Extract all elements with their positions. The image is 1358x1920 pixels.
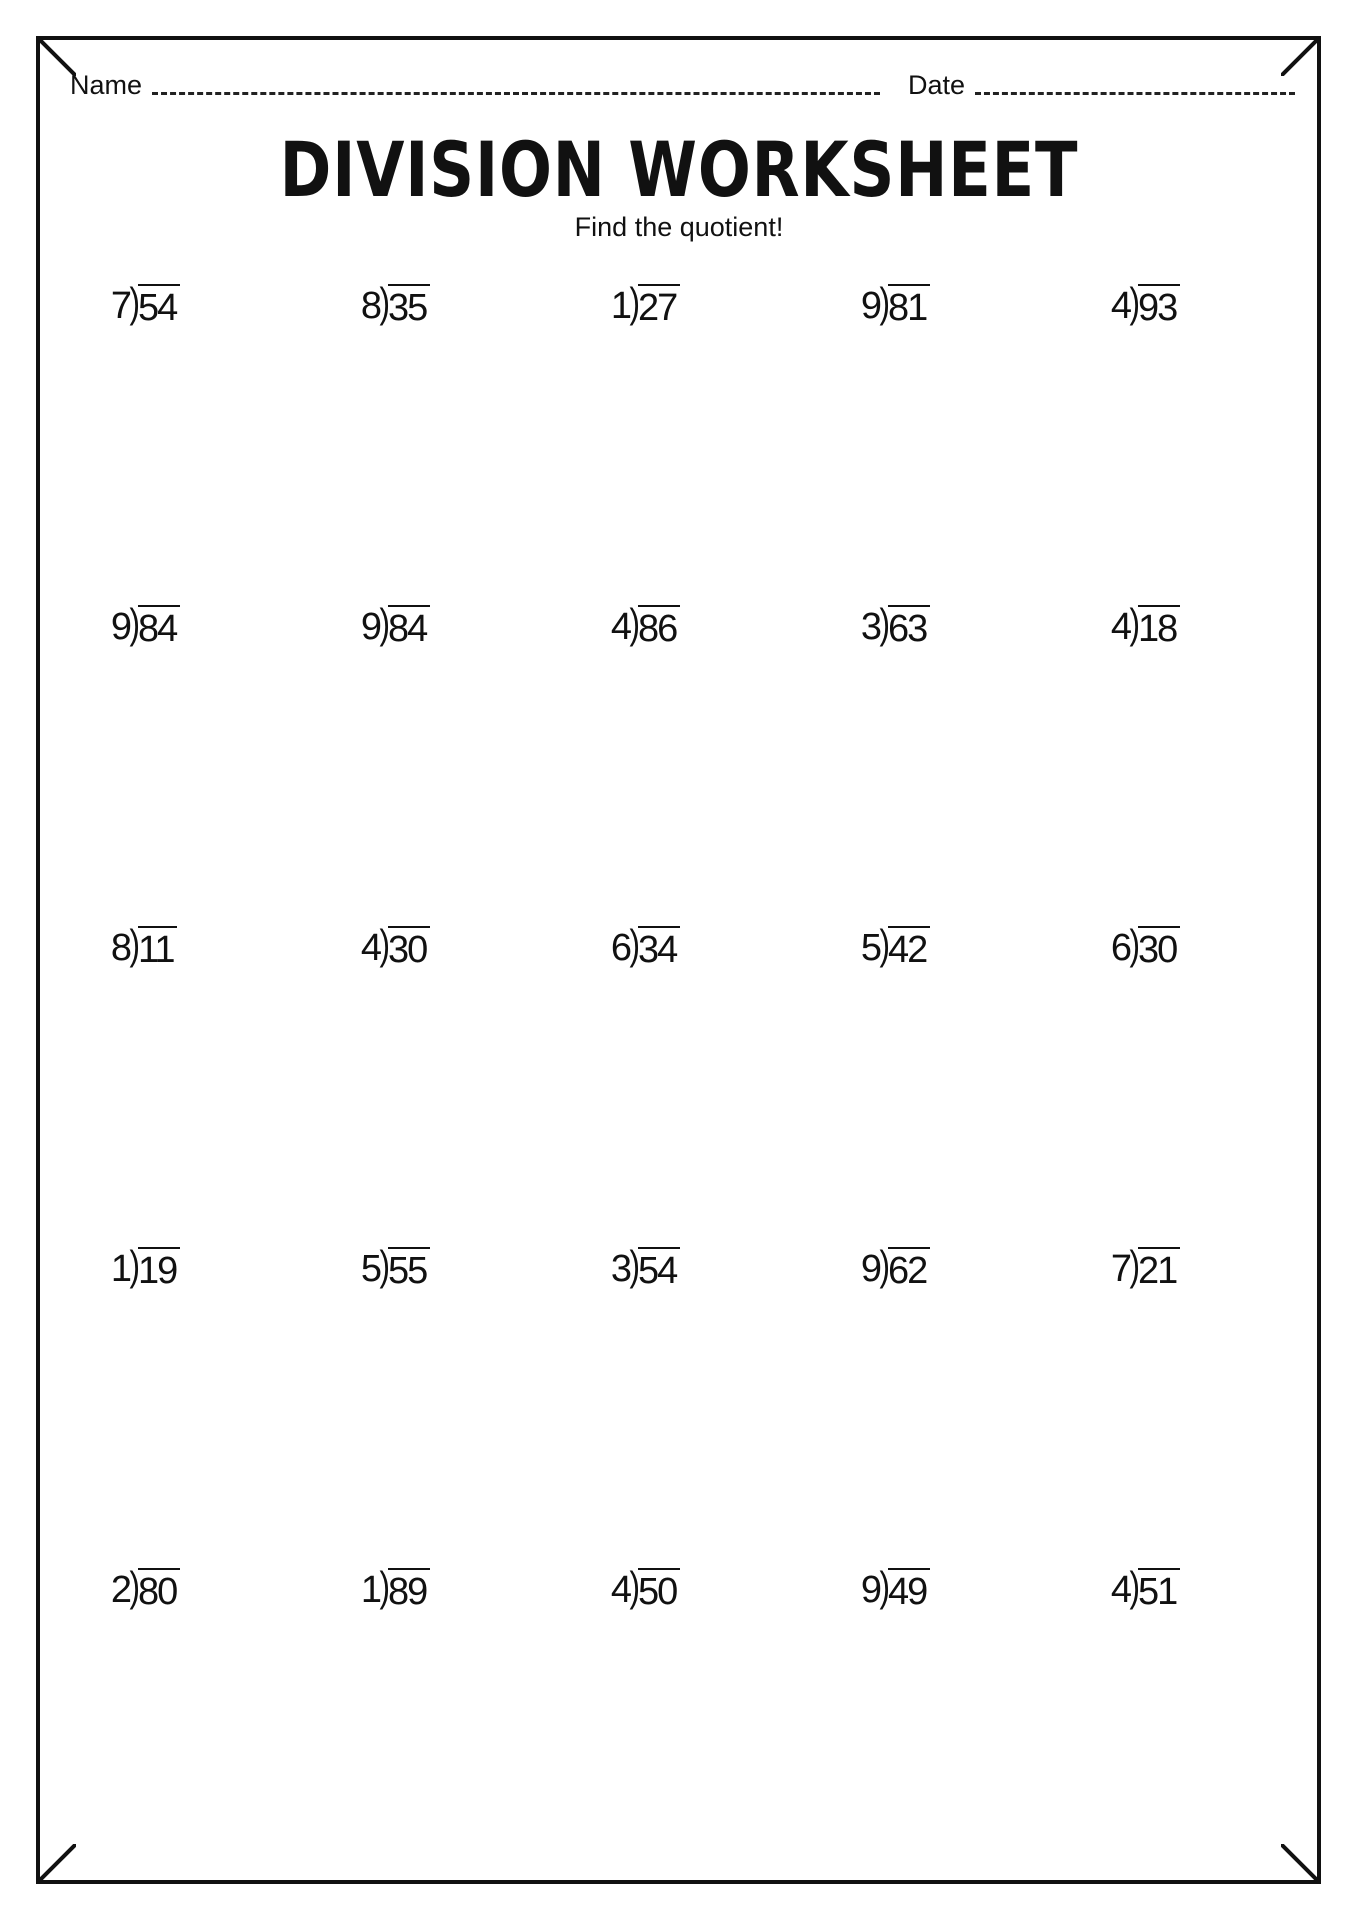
divisor: 5 xyxy=(860,927,880,969)
division-problem xyxy=(1108,278,1268,328)
divisor: 9 xyxy=(860,285,880,327)
long-division-bracket: ) xyxy=(129,1563,139,1610)
divisor: 1 xyxy=(110,1248,130,1290)
long-division-bracket: ) xyxy=(879,600,889,647)
long-division-bracket: ) xyxy=(129,600,139,647)
long-division-bracket: ) xyxy=(129,921,139,968)
dividend: 80 xyxy=(138,1568,180,1612)
division-problem xyxy=(858,1562,1018,1612)
dividend: 55 xyxy=(388,1247,430,1291)
divisor: 4 xyxy=(610,606,630,648)
long-division-bracket: ) xyxy=(879,921,889,968)
long-division-bracket: ) xyxy=(1129,1563,1139,1610)
division-problem xyxy=(358,920,518,970)
divisor: 4 xyxy=(1110,285,1130,327)
long-division-bracket: ) xyxy=(379,1242,389,1289)
long-division-bracket: ) xyxy=(1129,279,1139,326)
division-problem xyxy=(358,599,518,649)
division-problem xyxy=(608,920,768,970)
division-problem xyxy=(108,1241,268,1291)
long-division-bracket: ) xyxy=(379,600,389,647)
date-field[interactable] xyxy=(908,70,1295,101)
division-problem xyxy=(358,278,518,328)
divisor: 7 xyxy=(110,285,130,327)
divisor: 3 xyxy=(860,606,880,648)
dividend: 30 xyxy=(388,926,430,970)
division-problem xyxy=(108,278,268,328)
long-division-bracket: ) xyxy=(629,1563,639,1610)
long-division-bracket: ) xyxy=(129,1242,139,1289)
dividend: 86 xyxy=(638,605,680,649)
divisor: 1 xyxy=(360,1569,380,1611)
name-field[interactable] xyxy=(70,70,880,101)
division-problem xyxy=(358,1241,518,1291)
dividend: 63 xyxy=(888,605,930,649)
division-problem xyxy=(1108,920,1268,970)
divisor: 4 xyxy=(610,1569,630,1611)
division-problem xyxy=(1108,599,1268,649)
divisor: 9 xyxy=(860,1248,880,1290)
division-problem xyxy=(108,599,268,649)
division-problem xyxy=(608,1562,768,1612)
division-problem xyxy=(608,1241,768,1291)
divisor: 4 xyxy=(1110,1569,1130,1611)
division-problem xyxy=(858,920,1018,970)
long-division-bracket: ) xyxy=(379,279,389,326)
divisor: 6 xyxy=(1110,927,1130,969)
dividend: 19 xyxy=(138,1247,180,1291)
long-division-bracket: ) xyxy=(1129,1242,1139,1289)
dividend: 30 xyxy=(1138,926,1180,970)
divisor: 4 xyxy=(1110,606,1130,648)
dividend: 89 xyxy=(388,1568,430,1612)
dividend: 34 xyxy=(638,926,680,970)
date-blank-line[interactable] xyxy=(975,92,1295,95)
instructions: Find the quotient! xyxy=(574,212,784,242)
dividend: 35 xyxy=(388,284,430,328)
dividend: 18 xyxy=(1138,605,1180,649)
divisor: 9 xyxy=(860,1569,880,1611)
division-problem xyxy=(358,1562,518,1612)
division-problem xyxy=(1108,1562,1268,1612)
long-division-bracket: ) xyxy=(629,600,639,647)
divisor: 1 xyxy=(610,285,630,327)
dividend: 51 xyxy=(1138,1568,1180,1612)
long-division-bracket: ) xyxy=(379,1563,389,1610)
division-problem xyxy=(608,599,768,649)
divisor: 9 xyxy=(110,606,130,648)
dividend: 11 xyxy=(138,926,177,970)
name-label: Name xyxy=(70,70,143,100)
long-division-bracket: ) xyxy=(129,279,139,326)
dividend: 49 xyxy=(888,1568,930,1612)
divisor: 8 xyxy=(110,927,130,969)
long-division-bracket: ) xyxy=(629,1242,639,1289)
division-problem xyxy=(858,278,1018,328)
long-division-bracket: ) xyxy=(1129,600,1139,647)
divisor: 4 xyxy=(360,927,380,969)
dividend: 84 xyxy=(388,605,430,649)
header-fields xyxy=(70,70,1290,110)
division-problem xyxy=(608,278,768,328)
dividend: 50 xyxy=(638,1568,680,1612)
dividend: 54 xyxy=(638,1247,680,1291)
divisor: 7 xyxy=(1110,1248,1130,1290)
page-title: DIVISION WORKSHEET xyxy=(279,125,1079,214)
corner-decoration xyxy=(1281,1844,1321,1884)
divisor: 8 xyxy=(360,285,380,327)
divisor: 3 xyxy=(610,1248,630,1290)
dividend: 42 xyxy=(888,926,930,970)
long-division-bracket: ) xyxy=(379,921,389,968)
dividend: 54 xyxy=(138,284,180,328)
name-blank-line[interactable] xyxy=(152,92,880,95)
long-division-bracket: ) xyxy=(879,1242,889,1289)
dividend: 93 xyxy=(1138,284,1180,328)
long-division-bracket: ) xyxy=(629,921,639,968)
divisor: 9 xyxy=(360,606,380,648)
dividend: 21 xyxy=(1138,1247,1180,1291)
divisor: 2 xyxy=(110,1569,130,1611)
divisor: 5 xyxy=(360,1248,380,1290)
corner-decoration xyxy=(36,1844,76,1884)
division-problem xyxy=(108,1562,268,1612)
dividend: 84 xyxy=(138,605,180,649)
divisor: 6 xyxy=(610,927,630,969)
long-division-bracket: ) xyxy=(879,1563,889,1610)
division-problem xyxy=(108,920,268,970)
long-division-bracket: ) xyxy=(879,279,889,326)
division-problem xyxy=(858,599,1018,649)
long-division-bracket: ) xyxy=(629,279,639,326)
dividend: 27 xyxy=(638,284,680,328)
dividend: 81 xyxy=(888,284,930,328)
division-problem xyxy=(858,1241,1018,1291)
division-problem xyxy=(1108,1241,1268,1291)
dividend: 62 xyxy=(888,1247,930,1291)
date-label: Date xyxy=(908,70,966,100)
long-division-bracket: ) xyxy=(1129,921,1139,968)
